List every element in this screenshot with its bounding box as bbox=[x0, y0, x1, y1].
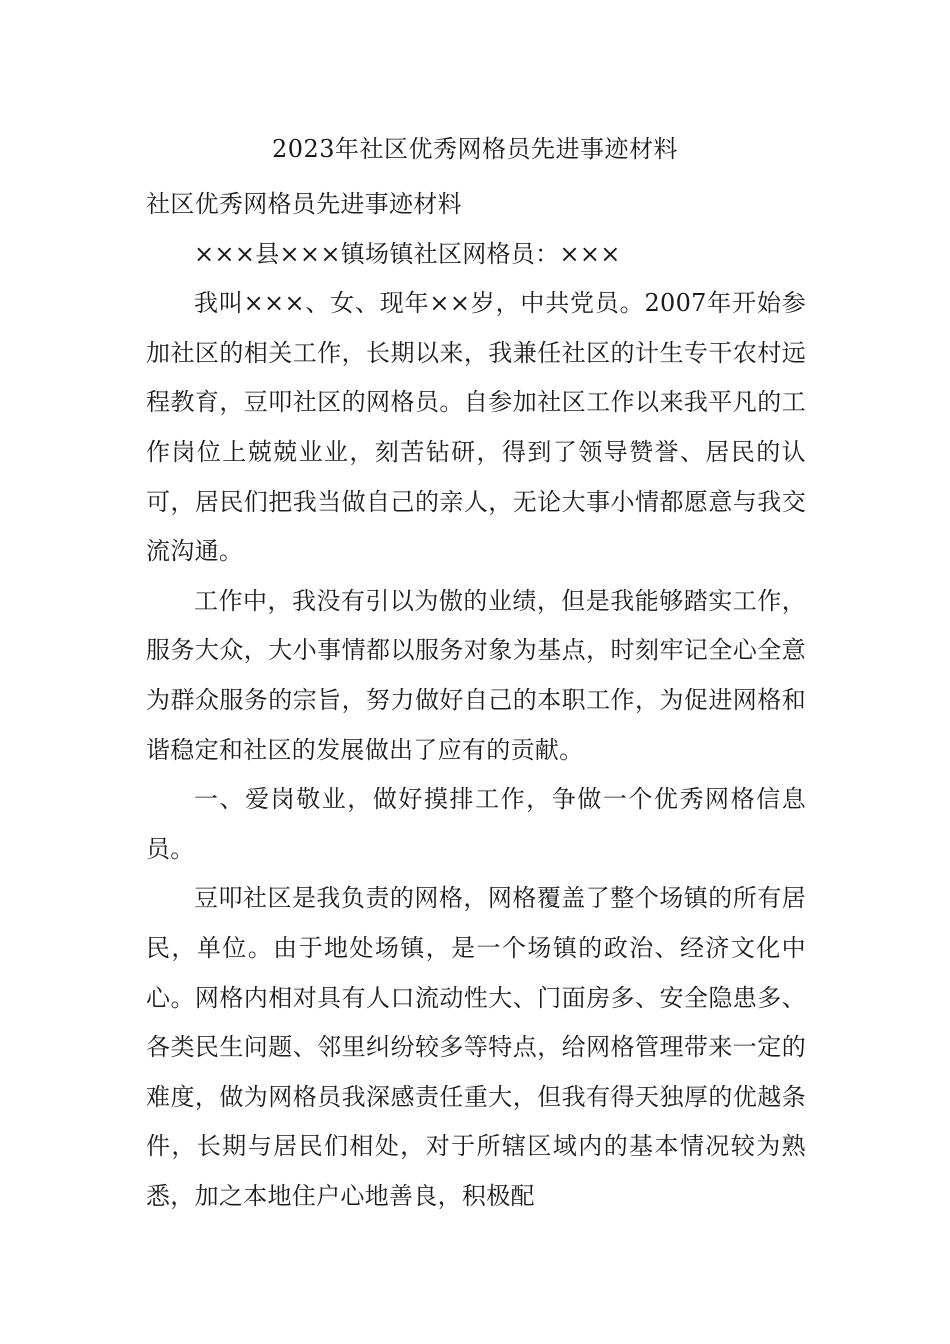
paragraph-grid: 豆叩社区是我负责的网格，网格覆盖了整个场镇的所有居民，单位。由于地处场镇，是一个场镇的政治、经济文化中心。网格内相对具有人口流动性大、门面房多、安全隐患多、各类民生问题、邻里纠纷较多等特点，给网格管理带来一定的难度，做为网格员我深感责任重大，但我有得天独厚的优越条件，长期与居民们相处，对于所辖区域内的基本情况较为熟悉，加之本地住户心地善良，积极配 bbox=[146, 884, 806, 1210]
document-subtitle: 社区优秀网格员先进事迹材料 bbox=[146, 190, 462, 218]
section-heading-1: 一、爱岗敬业，做好摸排工作，争做一个优秀网格信息员。 bbox=[146, 785, 806, 863]
document-body bbox=[146, 180, 806, 1221]
paragraph-intro: 我叫×××、女、现年××岁，中共党员。2007年开始参加社区的相关工作，长期以来，我兼任社区的计生专干农村远程教育，豆叩社区的网格员。自参加社区工作以来我平凡的工作岗位上兢兢业业，刻苦钻研，得到了领导赞誉、居民的认可，居民们把我当做自己的亲人，无论大事小情都愿意与我交流沟通。 bbox=[146, 289, 806, 566]
paragraph-work: 工作中，我没有引以为傲的业绩，但是我能够踏实工作，服务大众，大小事情都以服务对象为基点，时刻牢记全心全意为群众服务的宗旨，努力做好自己的本职工作，为促进网格和谐稳定和社区的发展做出了应有的贡献。 bbox=[146, 586, 806, 764]
author-line: ×××县×××镇场镇社区网格员：××× bbox=[194, 239, 621, 268]
document-title: 2023年社区优秀网格员先进事迹材料 bbox=[271, 135, 679, 163]
